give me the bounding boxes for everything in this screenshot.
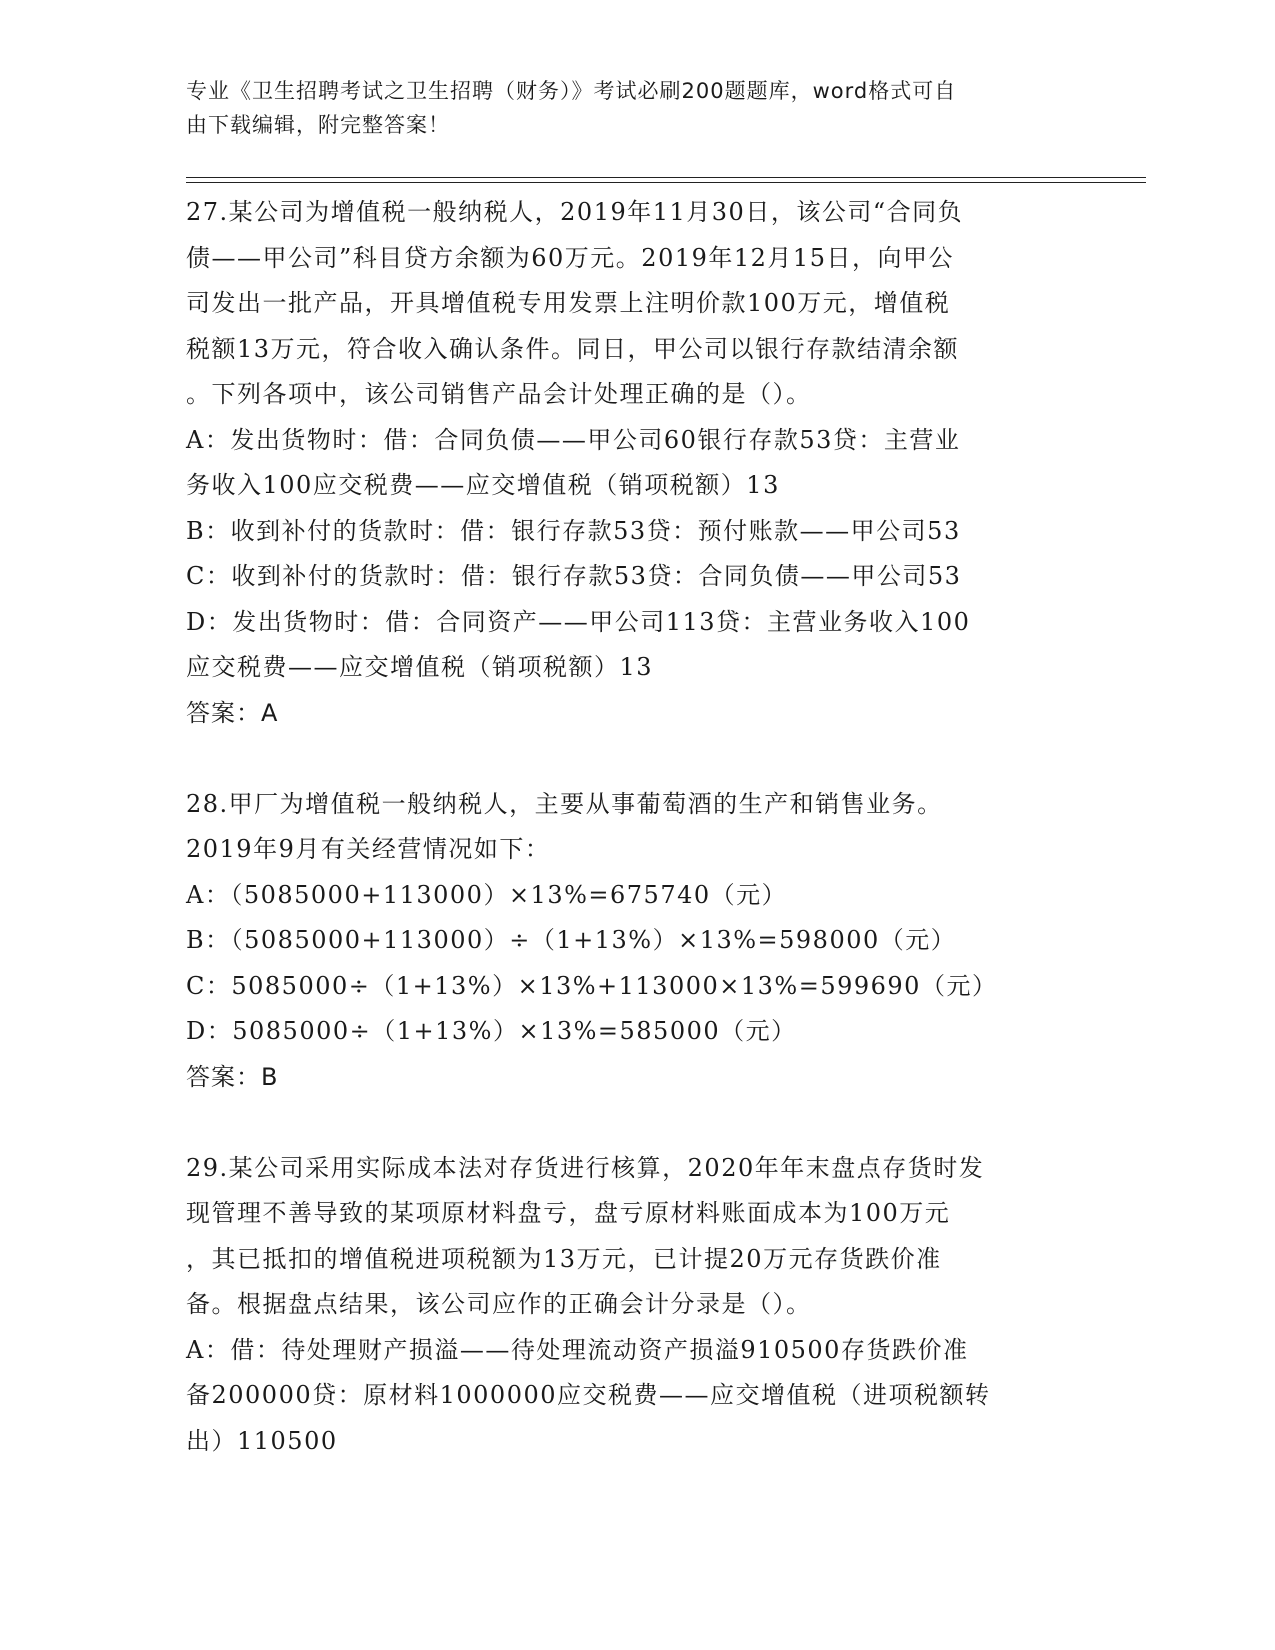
question-stem-line: 28.甲厂为增值税一般纳税人，主要从事葡萄酒的生产和销售业务。	[186, 789, 943, 818]
option-line: C：5085000÷（1+13%）×13%+113000×13%=599690（元）	[186, 971, 998, 1000]
page-header	[186, 74, 1066, 142]
spacer	[186, 1100, 1086, 1146]
question-28	[186, 782, 1086, 1101]
question-stem-line: 29.某公司采用实际成本法对存货进行核算，2020年年末盘点存货时发	[186, 1153, 985, 1182]
option-line: B：收到补付的货款时：借：银行存款53贷：预付账款——甲公司53	[186, 516, 961, 545]
question-29	[186, 1146, 1086, 1465]
question-stem-line: ，其已抵扣的增值税进项税额为13万元，已计提20万元存货跌价准	[186, 1244, 942, 1273]
header-line: 专业《卫生招聘考试之卫生招聘（财务）》考试必刷200题题库，word格式可自	[186, 79, 957, 103]
option-line: B：（5085000+113000）÷（1+13%）×13%=598000（元）	[186, 926, 957, 954]
question-stem-line: 备。根据盘点结果，该公司应作的正确会计分录是（）。	[186, 1290, 812, 1318]
question-stem-line: 税额13万元，符合收入确认条件。同日，甲公司以银行存款结清余额	[186, 334, 960, 363]
option-line: A：（5085000+113000）×13%=675740（元）	[186, 880, 788, 909]
question-stem-line: 现管理不善导致的某项原材料盘亏，盘亏原材料账面成本为100万元	[186, 1199, 951, 1227]
option-line: C：收到补付的货款时：借：银行存款53贷：合同负债——甲公司53	[186, 562, 962, 590]
header-divider	[186, 182, 1146, 183]
option-line: 应交税费——应交增值税（销项税额）13	[186, 653, 654, 681]
question-stem-line: 。下列各项中，该公司销售产品会计处理正确的是（）。	[186, 380, 812, 408]
header-line: 由下载编辑，附完整答案！	[186, 113, 450, 137]
header-divider	[186, 177, 1146, 178]
option-line: A：借：待处理财产损溢——待处理流动资产损溢910500存货跌价准	[186, 1335, 969, 1364]
option-line: D：5085000÷（1+13%）×13%=585000（元）	[186, 1017, 797, 1045]
answer-line: 答案：A	[186, 698, 279, 727]
option-line: A：发出货物时：借：合同负债——甲公司60银行存款53贷：主营业	[186, 425, 961, 454]
option-line: 出）110500	[186, 1426, 338, 1455]
option-line: D：发出货物时：借：合同资产——甲公司113贷：主营业务收入100	[186, 607, 971, 636]
question-27	[186, 190, 1086, 736]
option-line: 备200000贷：原材料1000000应交税费——应交增值税（进项税额转	[186, 1381, 991, 1409]
question-stem-line: 司发出一批产品，开具增值税专用发票上注明价款100万元，增值税	[186, 289, 951, 317]
answer-line: 答案：B	[186, 1062, 279, 1091]
question-list	[186, 190, 1086, 1464]
option-line: 务收入100应交税费——应交增值税（销项税额）13	[186, 471, 780, 499]
question-stem-line: 2019年9月有关经营情况如下：	[186, 835, 551, 863]
question-stem-line: 债——甲公司”科目贷方余额为60万元。2019年12月15日，向甲公	[186, 243, 954, 272]
question-stem-line: 27.某公司为增值税一般纳税人，2019年11月30日，该公司“合同负	[186, 198, 964, 226]
spacer	[186, 736, 1086, 782]
